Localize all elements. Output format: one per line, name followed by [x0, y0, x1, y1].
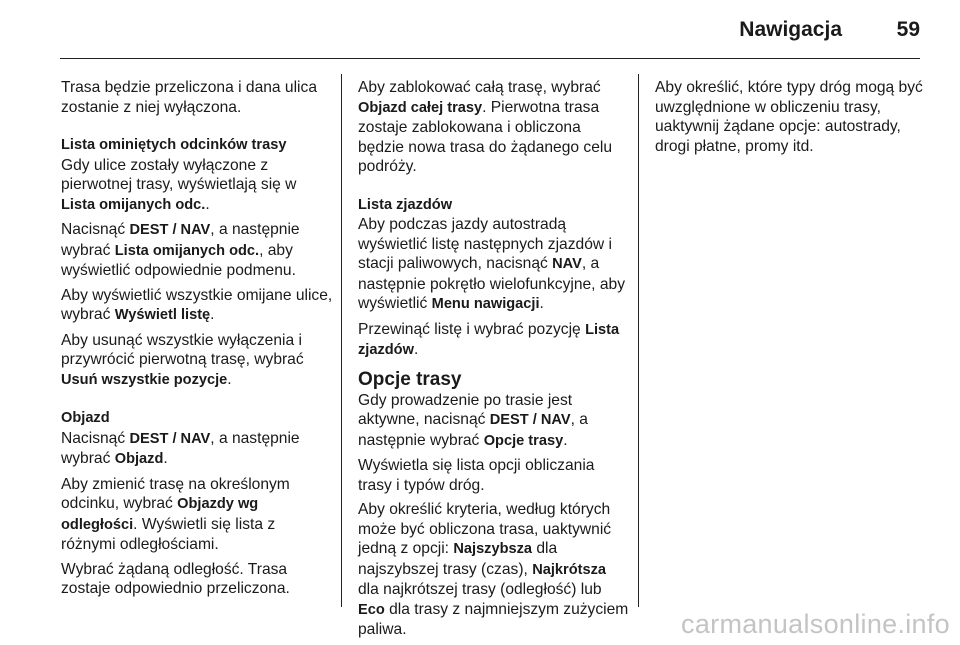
column-2: [358, 78, 630, 645]
column-1: [61, 78, 333, 604]
paragraph: Nacisnąć DEST / NAV, a następnie wybrać Objazd.: [61, 429, 300, 467]
option-label: Eco: [358, 601, 385, 618]
button-label: DEST / NAV: [129, 430, 211, 447]
paragraph: Aby zmienić trasę na określonym odcinku, wybrać Objazdy wg odległości. Wyświetli się lista z różnymi odległościami.: [61, 475, 290, 553]
option-label: Najkrótsza: [532, 561, 606, 578]
header-rule: [60, 58, 920, 59]
subheading-objazd: Objazd: [61, 410, 110, 426]
paragraph: Nacisnąć DEST / NAV, a następnie wybrać Lista omijanych odc., aby wyświetlić odpowiednie podmenu.: [61, 221, 300, 279]
column-divider-2: [638, 74, 639, 607]
watermark: carmanualsonline.info: [681, 609, 950, 639]
option-label: Najszybsza: [453, 541, 533, 557]
page-number: 59: [896, 18, 920, 41]
menu-label: Usuń wszystkie pozycje: [61, 371, 228, 388]
paragraph: Aby podczas jazdy autostradą wyświetlić listę następnych zjazdów i stacji paliwowych, nacisnąć NAV, a następnie pokrętło wielofunkcyjne, aby wyświetlić Menu nawigacji.: [358, 216, 625, 312]
paragraph: Gdy ulice zostały wyłączone z pierwotnej trasy, wyświetlają się w Lista omijanych odc..: [61, 156, 297, 213]
menu-label: Wyświetl listę: [114, 307, 211, 323]
menu-label: Menu nawigacji: [431, 296, 540, 312]
paragraph: Aby wyświetlić wszystkie omijane ulice, wybrać Wyświetl listę.: [61, 286, 333, 323]
paragraph: Wyświetla się lista opcji obliczania trasy i typów dróg.: [358, 457, 595, 494]
button-label: DEST / NAV: [489, 412, 571, 428]
paragraph: Aby zablokować całą trasę, wybrać Objazd całej trasy. Pierwotna trasa zostaje zablokowana i obliczona będzie nowa trasa do żądanego celu podróży.: [358, 79, 613, 175]
paragraph: Aby usunąć wszystkie wyłączenia i przywrócić pierwotną trasę, wybrać Usuń wszystkie pozycje.: [61, 331, 304, 388]
paragraph: Aby określić kryteria, według których może być obliczona trasa, uaktywnić jedną z opcji: Najszybsza dla najszybszej trasy (czas), Najkrótsza dla najkrótszej trasy (odległość) lub Eco dla trasy z najmniejszym zużyciem paliwa.: [358, 501, 629, 638]
paragraph: Aby określić, które typy dróg mogą być uwzględnione w obliczeniu trasy, uaktywnij żądane opcje: autostrady, drogi płatne, promy itd.: [655, 79, 923, 155]
paragraph: Przewinąć listę i wybrać pozycję Lista zjazdów.: [358, 320, 620, 358]
section-heading-opcje-trasy: Opcje trasy: [358, 368, 462, 390]
subheading-lista-zjazdow: Lista zjazdów: [358, 196, 453, 213]
section-title: Nawigacja: [739, 18, 842, 41]
menu-label: Objazdy wg odległości: [61, 496, 259, 533]
column-divider-1: [341, 74, 342, 607]
menu-label: Opcje trasy: [483, 432, 564, 449]
menu-label: Objazd: [114, 451, 164, 467]
column-3: [655, 78, 927, 161]
paragraph: Gdy prowadzenie po trasie jest aktywne, nacisnąć DEST / NAV, a następnie wybrać Opcje trasy.: [358, 391, 588, 449]
menu-label: Lista zjazdów: [358, 321, 620, 358]
menu-label: Objazd całej trasy: [358, 99, 483, 116]
paragraph: Trasa będzie przeliczona i dana ulica zostanie z niej wyłączona.: [61, 79, 317, 116]
menu-label: Lista omijanych odc.: [114, 242, 260, 259]
button-label: DEST / NAV: [129, 222, 211, 238]
button-label: NAV: [552, 256, 582, 272]
subheading-lista-ominietych: Lista ominiętych odcinków trasy: [61, 137, 287, 153]
paragraph: Wybrać żądaną odległość. Trasa zostaje odpowiednio przeliczona.: [61, 560, 290, 597]
menu-label: Lista omijanych odc.: [61, 196, 206, 213]
